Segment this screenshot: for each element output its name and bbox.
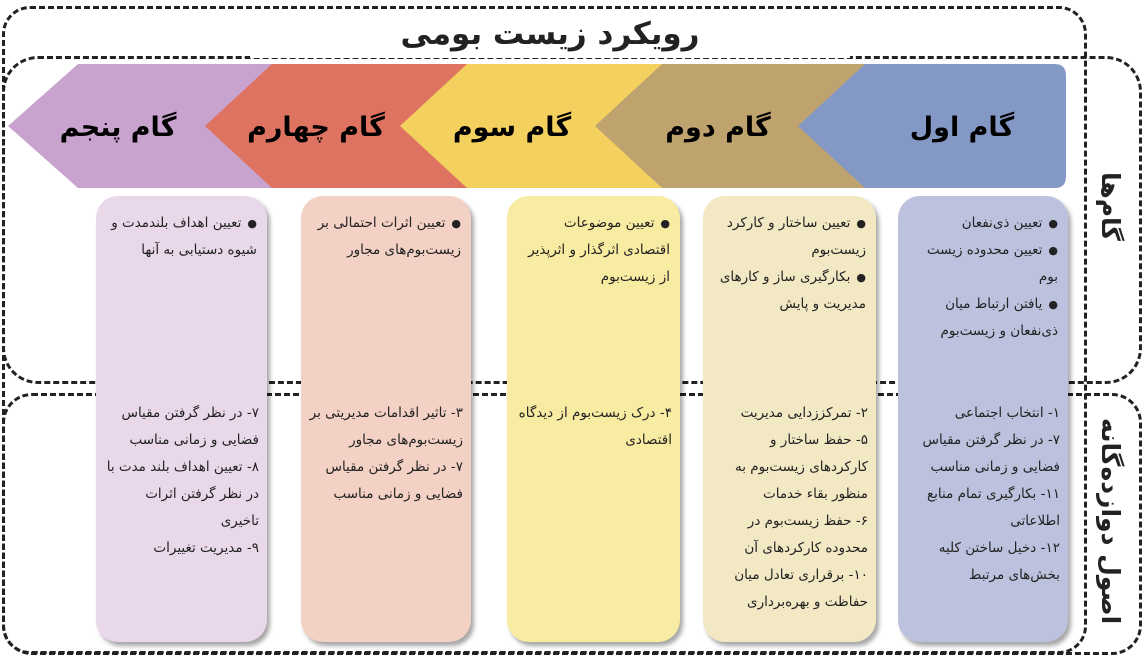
step-4-label: گام چهارم [247, 112, 385, 143]
step-3-principle: ۴- درک زیست‌بوم از دیدگاه اقتصادی [518, 405, 672, 448]
step-4-principle: ۳- تاثیر اقدامات مدیریتی بر زیست‌بوم‌های مجاور [309, 405, 463, 448]
step-1-principle: ۱۱- بکارگیری تمام منابع اطلاعاتی [926, 486, 1060, 529]
step-1-bullet: ● تعیین محدوده زیست بوم [906, 237, 1058, 291]
step-2-bullet: ● تعیین ساختار و کارکرد زیست‌بوم [711, 210, 866, 264]
step-1-principle: ۷- در نظر گرفتن مقیاس فضایی و زمانی مناسب [922, 432, 1060, 475]
step-2-bullet: ● بکارگیری ساز و کارهای مدیریت و پایش [711, 264, 866, 318]
step-5-principle: ۷- در نظر گرفتن مقیاس فضایی و زمانی مناسب [121, 405, 259, 448]
step-3-label: گام سوم [452, 112, 572, 143]
step-2-principle: ۵- حفظ ساختار و کارکردهای زیست‌بوم به منظور بقاء خدمات [735, 432, 868, 502]
step-5-bullet: ● تعیین اهداف بلندمدت و شیوه دستیابی به آنها [104, 210, 257, 264]
step-4-bullet: ● تعیین اثرات احتمالی بر زیست‌بوم‌های مجاور [309, 210, 461, 264]
step-2-principle: ۱۰- برقراری تعادل میان حفاظت و بهره‌برداری [734, 567, 868, 610]
step-2-label: گام دوم [665, 112, 771, 143]
steps-side-label: گام‌ها [1096, 172, 1125, 241]
step-5-label: گام پنجم [59, 112, 177, 143]
step-1-bullet: ● یافتن ارتباط میان ذی‌نفعان و زیست‌بوم [906, 291, 1058, 345]
step-3-bullet: ● تعیین موضوعات اقتصادی اثرگذار و اثرپذیر از زیست‌بوم [515, 210, 670, 291]
step-4-principle: ۷- در نظر گرفتن مقیاس فضایی و زمانی مناسب [325, 459, 463, 502]
step-5-principle: ۸- تعیین اهداف بلند مدت با در نظر گرفتن اثرات تاخیری [106, 459, 259, 529]
step-1-principle: ۱- انتخاب اجتماعی [954, 405, 1060, 421]
principles-side-label: اصول دوازده‌گانه [1096, 418, 1125, 625]
step-5-principle: ۹- مدیریت تغییرات [153, 540, 259, 556]
diagram-title: رویکرد زیست بومی [250, 10, 850, 58]
step-1-principle: ۱۲- دخیل ساختن کلیه بخش‌های مرتبط [938, 540, 1060, 583]
step-2-principle: ۶- حفظ زیست‌بوم در محدوده کارکردهای آن [744, 513, 868, 556]
step-1-bullet: ● تعیین ذی‌نفعان [906, 210, 1058, 237]
step-2-principle: ۲- تمرکززدایی مدیریت [740, 405, 868, 421]
step-1-label: گام اول [909, 112, 1015, 143]
